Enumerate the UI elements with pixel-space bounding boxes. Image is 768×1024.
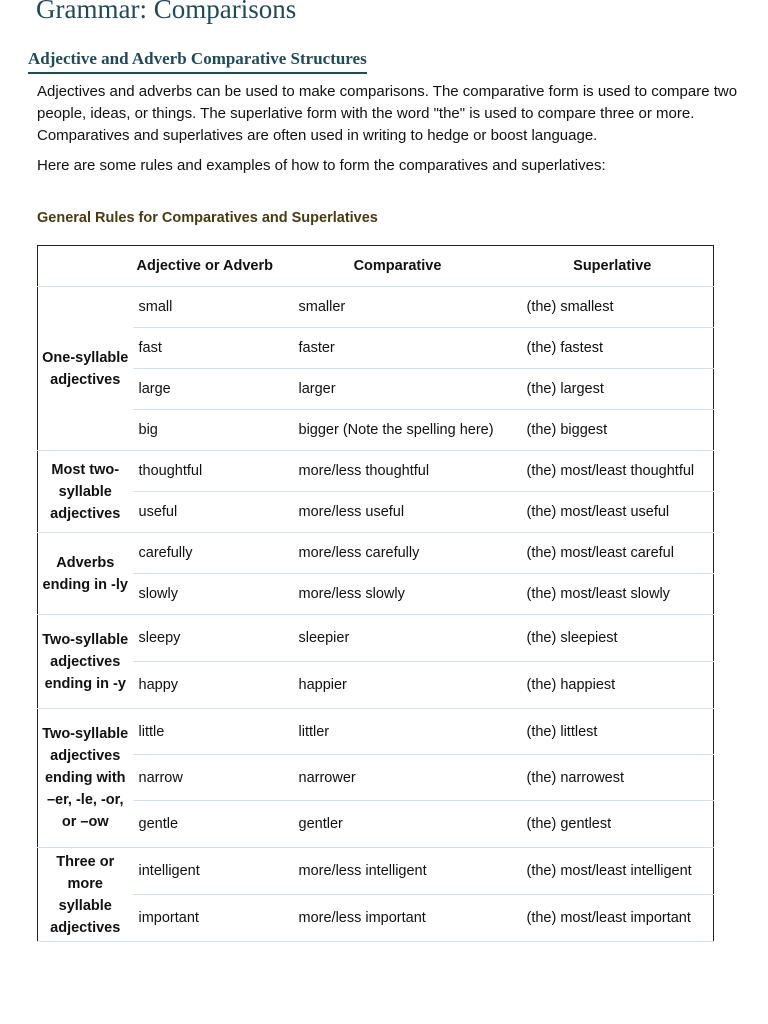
intro-paragraph-2: Here are some rules and examples of how to form the comparatives and superlatives:: [37, 157, 606, 174]
comparative-cell: more/less intelligent: [284, 848, 512, 895]
superlative-cell: (the) most/least careful: [512, 533, 714, 574]
page-title: Grammar: Comparisons: [36, 0, 297, 24]
header-comparative: Comparative: [284, 246, 512, 287]
superlative-cell: (the) happiest: [512, 662, 714, 709]
group-label: Two-syllable adjectives ending in -y: [38, 615, 133, 709]
comparative-cell: sleepier: [284, 615, 512, 662]
comparative-cell: happier: [284, 662, 512, 709]
comparative-cell: gentler: [284, 801, 512, 848]
superlative-cell: (the) smallest: [512, 287, 714, 328]
table-row: [38, 895, 714, 942]
superlative-cell: (the) narrowest: [512, 755, 714, 801]
adjective-cell: important: [133, 895, 284, 942]
table-row: [38, 410, 714, 451]
section-heading: Adjective and Adverb Comparative Structures: [28, 49, 367, 74]
superlative-cell: (the) most/least thoughtful: [512, 451, 714, 492]
superlative-cell: (the) fastest: [512, 328, 714, 369]
group-label: Two-syllable adjectives ending with –er, -le, -or, or –ow: [38, 709, 133, 848]
adjective-cell: small: [133, 287, 284, 328]
adjective-cell: little: [133, 709, 284, 755]
adjective-cell: happy: [133, 662, 284, 709]
header-adjective: Adjective or Adverb: [133, 246, 284, 287]
superlative-cell: (the) gentlest: [512, 801, 714, 848]
superlative-cell: (the) most/least intelligent: [512, 848, 714, 895]
adjective-cell: gentle: [133, 801, 284, 848]
adjective-cell: carefully: [133, 533, 284, 574]
table-row: [38, 755, 714, 801]
table-header-row: [38, 246, 714, 287]
adjective-cell: useful: [133, 492, 284, 533]
adjective-cell: thoughtful: [133, 451, 284, 492]
table-row: [38, 615, 714, 662]
table-row: [38, 328, 714, 369]
comparative-cell: littler: [284, 709, 512, 755]
group-label: One-syllable adjectives: [38, 287, 133, 451]
table-row: [38, 574, 714, 615]
group-label: Adverbs ending in -ly: [38, 533, 133, 615]
superlative-cell: (the) most/least important: [512, 895, 714, 942]
group-label: Three or more syllable adjectives: [38, 848, 133, 942]
adjective-cell: sleepy: [133, 615, 284, 662]
table-row: [38, 287, 714, 328]
header-group: [38, 246, 133, 287]
adjective-cell: slowly: [133, 574, 284, 615]
comparative-cell: more/less important: [284, 895, 512, 942]
comparative-cell: more/less thoughtful: [284, 451, 512, 492]
superlative-cell: (the) littlest: [512, 709, 714, 755]
adjective-cell: intelligent: [133, 848, 284, 895]
comparative-cell: more/less carefully: [284, 533, 512, 574]
table-row: [38, 801, 714, 848]
superlative-cell: (the) biggest: [512, 410, 714, 451]
table-row: [38, 533, 714, 574]
superlative-cell: (the) most/least useful: [512, 492, 714, 533]
adjective-cell: narrow: [133, 755, 284, 801]
comparative-cell: larger: [284, 369, 512, 410]
table-row: [38, 662, 714, 709]
adjective-cell: fast: [133, 328, 284, 369]
table-row: [38, 709, 714, 755]
comparative-cell: faster: [284, 328, 512, 369]
intro-paragraph: Adjectives and adverbs can be used to make comparisons. The comparative form is used to compare two people, ideas, or things. The superlative form with the word "the" is used to compare three or more. Comparatives and superlatives are often used in writing to hedge or boost language.: [37, 83, 738, 144]
superlative-cell: (the) sleepiest: [512, 615, 714, 662]
rules-table-body: [38, 287, 714, 942]
table-row: [38, 848, 714, 895]
comparative-cell: more/less slowly: [284, 574, 512, 615]
table-row: [38, 451, 714, 492]
comparative-cell: smaller: [284, 287, 512, 328]
table-row: [38, 369, 714, 410]
superlative-cell: (the) largest: [512, 369, 714, 410]
superlative-cell: (the) most/least slowly: [512, 574, 714, 615]
comparative-cell: more/less useful: [284, 492, 512, 533]
table-row: [38, 492, 714, 533]
comparative-cell: bigger (Note the spelling here): [284, 410, 512, 451]
comparative-cell: narrower: [284, 755, 512, 801]
adjective-cell: large: [133, 369, 284, 410]
adjective-cell: big: [133, 410, 284, 451]
rules-table: [37, 245, 714, 942]
group-label: Most two-syllable adjectives: [38, 451, 133, 533]
header-superlative: Superlative: [512, 246, 714, 287]
table-heading: General Rules for Comparatives and Superlatives: [37, 210, 378, 226]
